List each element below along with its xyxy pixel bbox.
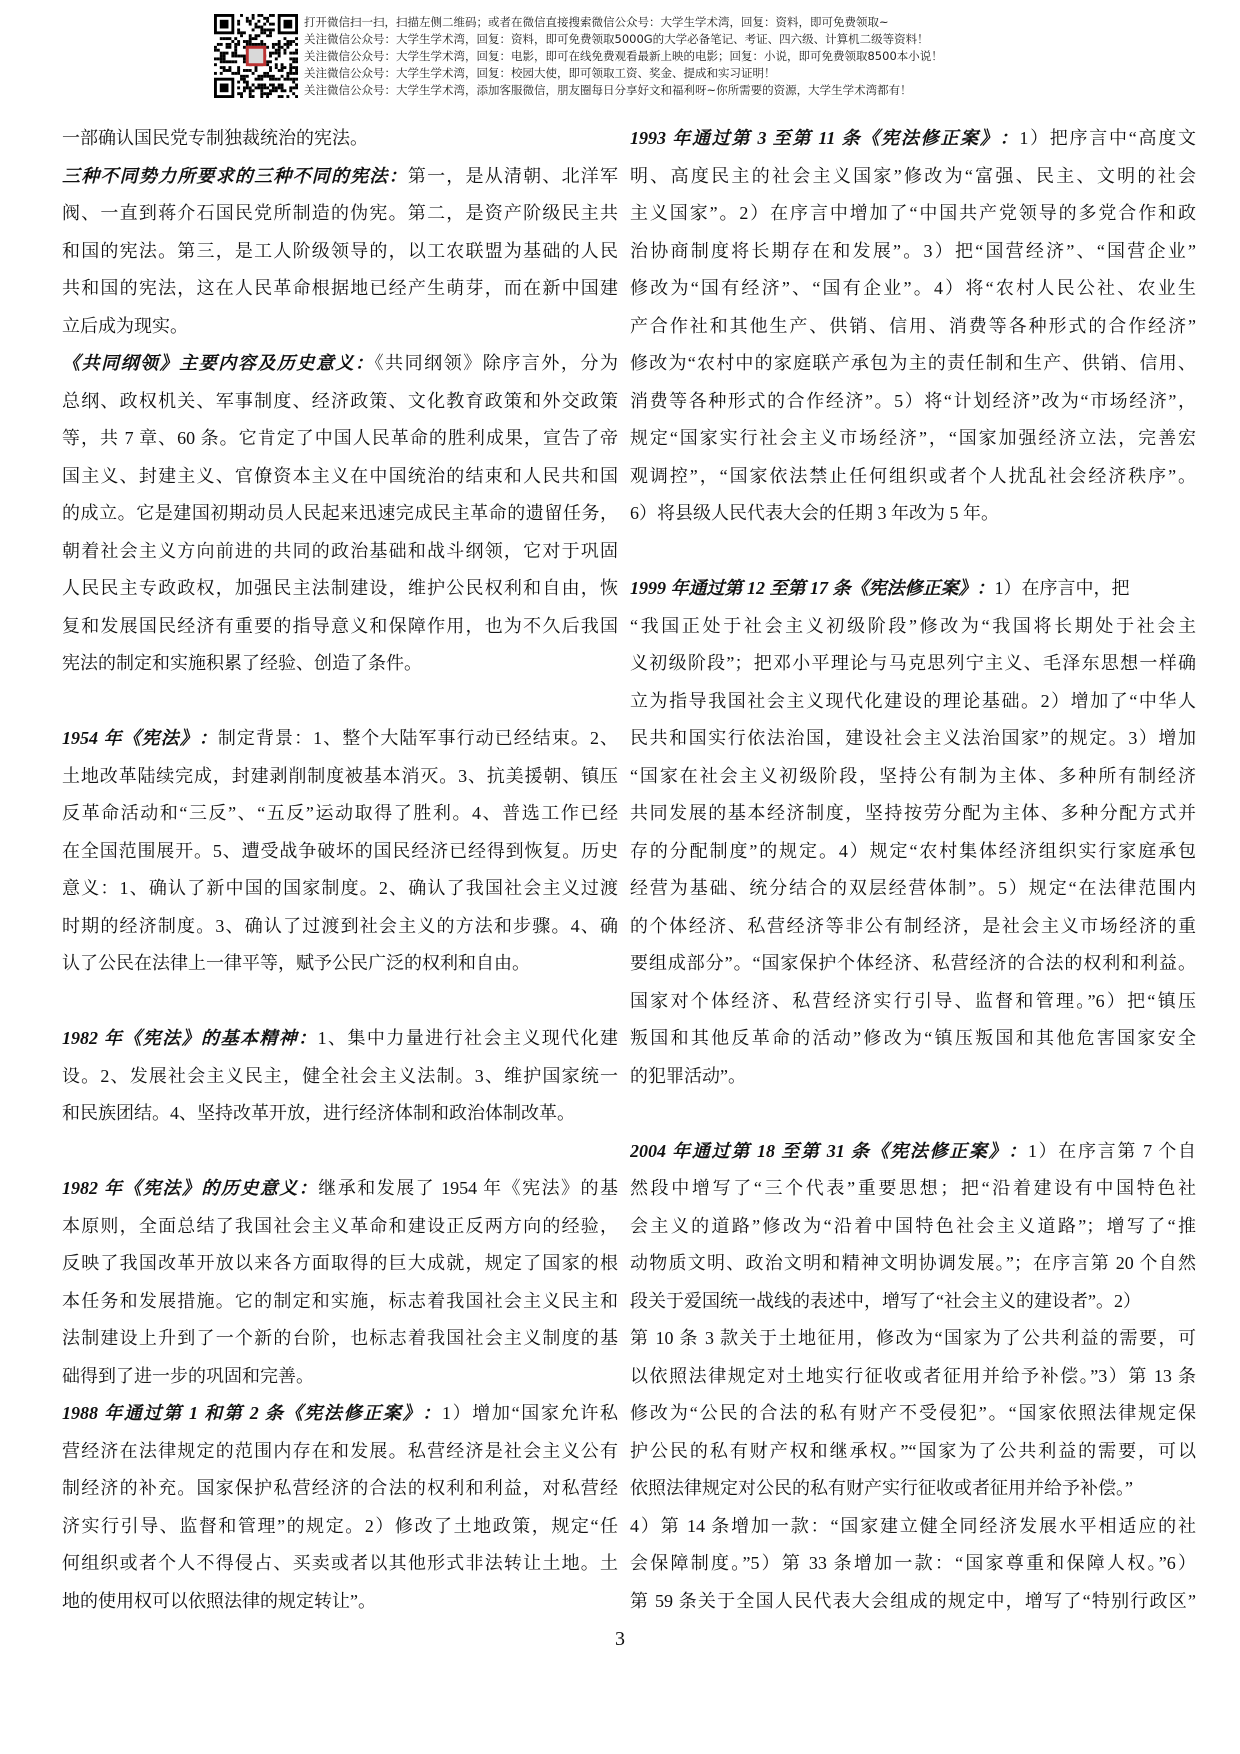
text-line	[62, 611, 618, 641]
text-line	[630, 1286, 1196, 1316]
text-line	[630, 273, 1196, 303]
text-line	[62, 873, 618, 903]
text-line	[62, 1248, 618, 1278]
section-heading: 2004 年通过第 18 至第 31 条《宪法修正案》：	[630, 1140, 1028, 1161]
text-line	[630, 836, 1196, 866]
text-line	[62, 1211, 618, 1241]
line-text: 明、高度民主的社会主义国家”修改为“富强、民主、文明的社会	[630, 165, 1196, 186]
section-heading: 三种不同势力所要求的三种不同的宪法：	[62, 165, 408, 186]
line-text: 第一，是从清朝、北洋军	[407, 165, 618, 186]
line-text: 依照法律规定对公民的私有财产实行征收或者征用并给予补偿。”	[630, 1478, 1133, 1498]
line-text: 共和国的宪法，这在人民革命根据地已经产生萌芽，而在新中国建	[62, 278, 618, 298]
section-heading-line	[62, 1398, 618, 1428]
text-line	[630, 386, 1196, 416]
line-text: 宪法的制定和实施积累了经验、创造了条件。	[62, 653, 422, 673]
line-text: 第 10 条 3 款关于土地征用，修改为“国家为了公共利益的需要，可	[630, 1328, 1196, 1348]
text-line	[62, 1361, 618, 1391]
line-text: 立为指导我国社会主义现代化建设的理论基础。2）增加了“中华人	[630, 690, 1196, 711]
line-text: 修改为“农村中的家庭联产承包为主的责任制和生产、供销、信用、	[630, 353, 1196, 373]
text-line	[630, 1211, 1196, 1241]
text-line	[630, 761, 1196, 791]
section-heading: 1993 年通过第 3 至第 11 条《宪法修正案》：	[630, 128, 1020, 148]
line-text: 朝着社会主义方向前进的共同的政治基础和战斗纲领，它对于巩固	[62, 540, 618, 561]
text-line	[62, 648, 618, 678]
line-text: 国家对个体经济、私营经济实行引导、监督和管理。”6）把“镇压	[630, 990, 1196, 1011]
text-line	[62, 1473, 618, 1503]
text-line	[630, 198, 1196, 228]
line-text: 何组织或者个人不得侵占、买卖或者以其他形式非法转让土地。土	[62, 1553, 618, 1573]
line-text: 地的使用权可以依照法律的规定转让”。	[62, 1590, 376, 1611]
section-heading-line	[62, 723, 618, 753]
text-line	[62, 761, 618, 791]
text-line	[62, 498, 618, 528]
text-line	[630, 686, 1196, 716]
line-text: 的犯罪活动”。	[630, 1065, 746, 1086]
promo-line: 关注微信公众号：大学生学术湾，回复：校园大使，即可领取工资、奖金、提成和实习证明！	[304, 66, 776, 80]
text-line	[62, 461, 618, 491]
text-line	[62, 948, 618, 978]
line-text: 时期的经济制度。3、确认了过渡到社会主义的方法和步骤。4、确	[62, 915, 618, 936]
line-text: 产合作社和其他生产、供销、信用、消费等各种形式的合作经济”	[630, 315, 1196, 336]
text-line	[630, 873, 1196, 903]
section-heading: 《共同纲领》主要内容及历史意义：	[62, 353, 375, 373]
line-text: “国家在社会主义初级阶段，坚持公有制为主体、多种所有制经济	[630, 765, 1196, 786]
line-text: 修改为“国有经济”、“国有企业”。4）将“农村人民公社、农业生	[630, 278, 1196, 298]
line-text: 国主义、封建主义、官僚资本主义在中国统治的结束和人民共和国	[62, 465, 618, 486]
text-line	[630, 1323, 1196, 1353]
line-text: 经营为基础、统分结合的双层经营体制”。5）规定“在法律范围内	[630, 878, 1196, 898]
text-line	[630, 498, 1196, 528]
line-text: 反映了我国改革开放以来各方面取得的巨大成就，规定了国家的根	[62, 1253, 618, 1273]
section-heading-line	[630, 573, 1196, 603]
text-line	[630, 1023, 1196, 1053]
text-line	[62, 1548, 618, 1578]
line-text: 设。2、发展社会主义民主，健全社会主义法制。3、维护国家统一	[62, 1065, 618, 1086]
text-line	[630, 1586, 1196, 1616]
line-text: 总纲、政权机关、军事制度、经济政策、文化教育政策和外交政策	[62, 390, 618, 411]
text-line	[630, 1361, 1196, 1391]
text-line	[62, 1323, 618, 1353]
text-line	[630, 348, 1196, 378]
text-line	[630, 1398, 1196, 1428]
text-line	[630, 986, 1196, 1016]
page-number: 3	[615, 1628, 625, 1650]
text-line	[630, 461, 1196, 491]
line-text: 治协商制度将长期存在和发展”。3）把“国营经济”、“国营企业”	[630, 240, 1196, 261]
text-line	[62, 386, 618, 416]
text-line	[62, 311, 618, 341]
text-line	[62, 198, 618, 228]
section-heading: 1954 年《宪法》：	[62, 728, 218, 748]
section-heading-line	[62, 348, 618, 378]
line-text: 营经济在法律规定的范围内存在和发展。私营经济是社会主义公有	[62, 1440, 618, 1461]
line-text: 主义国家”。2）在序言中增加了“中国共产党领导的多党合作和政	[630, 203, 1196, 223]
line-text: 1）在序言第 7 个自	[1027, 1140, 1196, 1161]
section-heading-line	[630, 1136, 1196, 1166]
section-heading-line	[62, 161, 618, 191]
promo-line: 打开微信扫一扫，扫描左侧二维码；或者在微信直接搜索微信公众号：大学生学术湾，回复：资料，即可免费领取~	[304, 15, 889, 29]
text-line	[62, 573, 618, 603]
qr-code-image	[214, 14, 298, 98]
line-text: 4）第 14 条增加一款：“国家建立健全同经济发展水平相适应的社	[630, 1515, 1196, 1536]
text-line	[630, 948, 1196, 978]
line-text: 等，共 7 章、60 条。它肯定了中国人民革命的胜利成果，宣告了帝	[62, 428, 618, 448]
line-text: 存的分配制度”的规定。4）规定“农村集体经济组织实行家庭承包	[630, 840, 1196, 861]
text-line	[630, 1548, 1196, 1578]
line-text: 《共同纲领》除序言外，分为	[374, 353, 618, 373]
line-text: 以依照法律规定对土地实行征收或者征用并给予补偿。”3）第 13 条	[630, 1365, 1196, 1386]
line-text: 一部确认国民党专制独裁统治的宪法。	[62, 128, 368, 148]
text-line	[62, 273, 618, 303]
line-text: 制定背景：1、整个大陆军事行动已经结束。2、	[217, 728, 618, 748]
text-line	[62, 911, 618, 941]
line-text: 规定“国家实行社会主义市场经济”，“国家加强经济立法，完善宏	[630, 428, 1196, 448]
line-text: 1）在序言中，把	[994, 578, 1130, 598]
line-text: 认了公民在法律上一律平等，赋予公民广泛的权利和自由。	[62, 953, 530, 973]
line-text: 1）把序言中“高度文	[1019, 128, 1196, 148]
line-text: 本任务和发展措施。它的制定和实施，标志着我国社会主义民主和	[62, 1290, 618, 1311]
text-line	[630, 423, 1196, 453]
line-text: 然段中增写了“三个代表”重要思想；把“沿着建设有中国特色社	[630, 1178, 1196, 1198]
text-line	[62, 1511, 618, 1541]
text-line	[630, 611, 1196, 641]
text-line	[630, 236, 1196, 266]
text-line	[62, 1098, 618, 1128]
line-text: 土地改革陆续完成，封建剥削制度被基本消灭。3、抗美援朝、镇压	[62, 765, 618, 786]
line-text: 和国的宪法。第三，是工人阶级领导的，以工农联盟为基础的人民	[62, 240, 618, 261]
line-text: 叛国和其他反革命的活动”修改为“镇压叛国和其他危害国家安全	[630, 1028, 1196, 1048]
line-text: 人民民主专政政权，加强民主法制建设，维护公民权利和自由，恢	[62, 578, 618, 598]
line-text: 本原则，全面总结了我国社会主义革命和建设正反两方向的经验，	[62, 1215, 618, 1236]
text-line	[62, 423, 618, 453]
text-line	[630, 723, 1196, 753]
text-line	[62, 536, 618, 566]
line-text: 继承和发展了 1954 年《宪法》的基	[318, 1178, 618, 1198]
text-line	[62, 1436, 618, 1466]
line-text: 消费等各种形式的合作经济”。5）将“计划经济”改为“市场经济”，	[630, 390, 1196, 411]
line-text: 要组成部分”。“国家保护个体经济、私营经济的合法的权利和利益。	[630, 953, 1196, 973]
text-line	[630, 1436, 1196, 1466]
line-text: 意义：1、确认了新中国的国家制度。2、确认了我国社会主义过渡	[62, 878, 618, 898]
text-line	[62, 1061, 618, 1091]
line-text: 修改为“公民的合法的私有财产不受侵犯”。“国家依照法律规定保	[630, 1403, 1196, 1423]
text-line	[630, 798, 1196, 828]
text-line	[630, 311, 1196, 341]
text-line	[62, 836, 618, 866]
text-line	[630, 1473, 1196, 1503]
line-text: 立后成为现实。	[62, 315, 188, 336]
line-text: 在全国范围展开。5、遭受战争破坏的国民经济已经得到恢复。历史	[62, 840, 618, 861]
promo-line: 关注微信公众号：大学生学术湾，回复：电影，即可在线免费观看最新上映的电影；回复：小说，即可免费领取8500本小说！	[304, 49, 943, 63]
line-text: 观调控”，“国家依法禁止任何组织或者个人扰乱社会经济秩序”。	[630, 465, 1196, 486]
text-line	[62, 123, 618, 153]
line-text: 法制建设上升到了一个新的台阶，也标志着我国社会主义制度的基	[62, 1328, 618, 1348]
line-text: 护公民的私有财产权和继承权。”“国家为了公共利益的需要，可以	[630, 1440, 1196, 1461]
text-line	[62, 798, 618, 828]
text-line	[62, 1586, 618, 1616]
line-text: 的个体经济、私营经济等非公有制经济，是社会主义市场经济的重	[630, 915, 1196, 936]
section-heading-line	[62, 1173, 618, 1203]
text-line	[630, 1511, 1196, 1541]
promo-line: 关注微信公众号：大学生学术湾，添加客服微信，朋友圈每日分享好文和福利呀~你所需要的资源，大学生学术湾都有！	[304, 83, 912, 97]
text-line	[630, 648, 1196, 678]
section-heading: 1999 年通过第 12 至第 17 条《宪法修正案》：	[630, 578, 995, 598]
line-text: 第 59 条关于全国人民代表大会组成的规定中，增写了“特别行政区”	[630, 1590, 1196, 1611]
line-text: 复和发展国民经济有重要的指导意义和保障作用，也为不久后我国	[62, 615, 618, 636]
text-line	[630, 911, 1196, 941]
line-text: 济实行引导、监督和管理”的规定。2）修改了土地政策，规定“任	[62, 1515, 618, 1536]
line-text: 会主义的道路”修改为“沿着中国特色社会主义道路”；增写了“推	[630, 1215, 1196, 1236]
line-text: 共同发展的基本经济制度，坚持按劳分配为主体、多种分配方式并	[630, 803, 1196, 823]
line-text: 会保障制度。”5）第 33 条增加一款：“国家尊重和保障人权。”6）	[630, 1553, 1196, 1573]
line-text: 础得到了进一步的巩固和完善。	[62, 1365, 314, 1386]
text-line	[630, 161, 1196, 191]
section-heading: 1982 年《宪法》的基本精神：	[62, 1028, 318, 1048]
line-text: 反革命活动和“三反”、“五反”运动取得了胜利。4、普选工作已经	[62, 803, 618, 823]
line-text: 义初级阶段”；把邓小平理论与马克思列宁主义、毛泽东思想一样确	[630, 653, 1196, 673]
promo-text-block	[304, 14, 1004, 99]
line-text: 段关于爱国统一战线的表述中，增写了“社会主义的建设者”。2）	[630, 1290, 1141, 1311]
line-text: 1、集中力量进行社会主义现代化建	[317, 1028, 618, 1048]
promo-line: 关注微信公众号：大学生学术湾，回复：资料，即可免费领取5000G的大学必备笔记、考证、四六级、计算机二级等资料！	[304, 32, 929, 46]
text-line	[630, 1173, 1196, 1203]
line-text: 动物质文明、政治文明和精神文明协调发展。”；在序言第 20 个自然	[630, 1253, 1196, 1273]
line-text: 阀、一直到蒋介石国民党所制造的伪宪。第二，是资产阶级民主共	[62, 203, 618, 223]
line-text: 制经济的补充。国家保护私营经济的合法的权利和利益，对私营经	[62, 1478, 618, 1498]
text-line	[62, 1286, 618, 1316]
line-text: 和民族团结。4、坚持改革开放，进行经济体制和政治体制改革。	[62, 1103, 575, 1123]
section-heading: 1988 年通过第 1 和第 2 条《宪法修正案》：	[62, 1403, 442, 1423]
text-line	[630, 1248, 1196, 1278]
text-line	[630, 1061, 1196, 1091]
line-text: 的成立。它是建国初期动员人民起来迅速完成民主革命的遗留任务，	[62, 503, 618, 523]
section-heading: 1982 年《宪法》的历史意义：	[62, 1178, 319, 1198]
line-text: 6）将县级人民代表大会的任期 3 年改为 5 年。	[630, 503, 999, 523]
text-line	[62, 236, 618, 266]
section-heading-line	[62, 1023, 618, 1053]
line-text: 民共和国实行依法治国，建设社会主义法治国家”的规定。3）增加	[630, 728, 1196, 748]
line-text: “我国正处于社会主义初级阶段”修改为“我国将长期处于社会主	[630, 615, 1196, 636]
line-text: 1）增加“国家允许私	[441, 1403, 618, 1423]
section-heading-line	[630, 123, 1196, 153]
